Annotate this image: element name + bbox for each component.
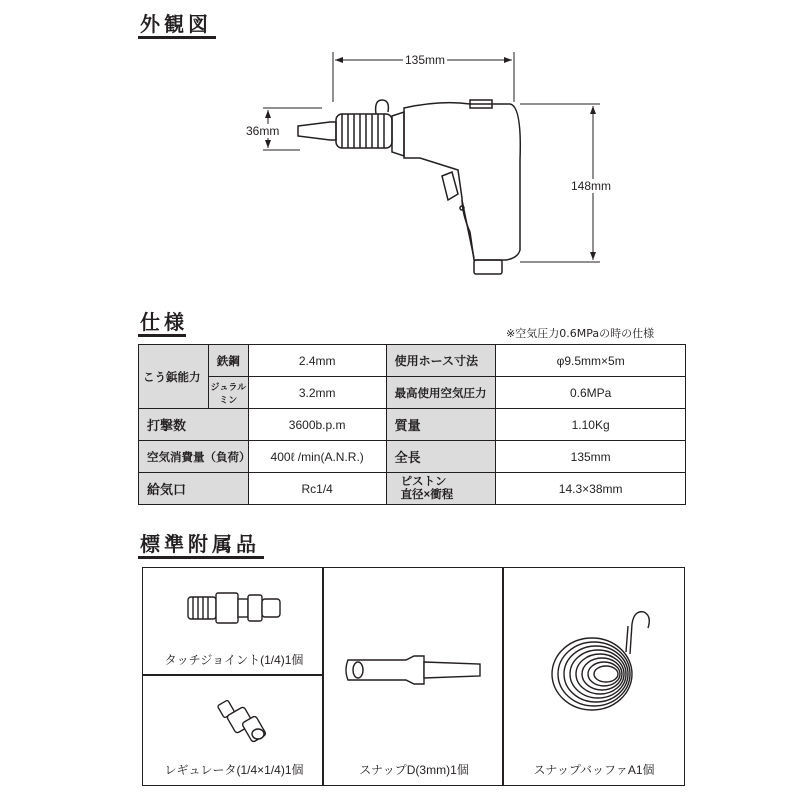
dimension-height: 148mm xyxy=(571,179,612,193)
mass-value: 1.10Kg xyxy=(496,409,686,441)
mass-label: 質量 xyxy=(386,409,496,441)
air-consumption-value: 400ℓ /min(A.N.R.) xyxy=(248,441,386,473)
regulator-label: レギュレータ(1/4×1/4)1個 xyxy=(164,763,304,777)
hose-label: 使用ホース寸法 xyxy=(386,345,496,377)
air-inlet-value: Rc1/4 xyxy=(248,473,386,505)
piston-label-line1: ピストン xyxy=(400,475,447,488)
table-row xyxy=(139,377,686,409)
duralumin-value: 3.2mm xyxy=(248,377,386,409)
blows-label: 打撃数 xyxy=(139,409,249,441)
touch-joint-label: タッチジョイント(1/4)1個 xyxy=(164,653,304,667)
accessories-title-underline xyxy=(138,556,264,559)
total-length-value: 135mm xyxy=(496,441,686,473)
duralumin-label: ジュラルミン xyxy=(208,377,248,409)
accessories-title: 標準附属品 xyxy=(140,532,260,556)
piston-value: 14.3×38mm xyxy=(496,473,686,505)
snap-icon xyxy=(344,650,484,690)
table-row xyxy=(139,441,686,473)
touch-joint-icon xyxy=(186,585,286,629)
snap-label: スナップD(3mm)1個 xyxy=(359,763,469,777)
spec-title: 仕様 xyxy=(140,310,188,334)
dimension-length: 135mm xyxy=(405,53,446,67)
max-pressure-label: 最高使用空気圧力 xyxy=(386,377,496,409)
blows-value: 3600b.p.m xyxy=(248,409,386,441)
total-length-label: 全長 xyxy=(386,441,496,473)
air-consumption-label: 空気消費量（負荷） xyxy=(139,441,249,473)
exterior-title: 外観図 xyxy=(140,12,212,36)
snap-buffer-label: スナップバッファA1個 xyxy=(533,763,655,777)
air-inlet-label: 給気口 xyxy=(139,473,249,505)
regulator-icon xyxy=(212,692,272,752)
steel-label: 鉄鋼 xyxy=(208,345,248,377)
steel-value: 2.4mm xyxy=(248,345,386,377)
dimension-nose: 36mm xyxy=(246,124,280,138)
riveting-hammer-drawing xyxy=(0,0,800,300)
spec-note: ※空気圧力0.6MPaの時の仕様 xyxy=(506,327,655,340)
spec-table xyxy=(138,344,686,505)
spec-title-underline xyxy=(138,334,186,337)
snap-buffer-icon xyxy=(544,604,654,714)
table-row xyxy=(139,473,686,505)
piston-label xyxy=(386,473,496,505)
table-row xyxy=(139,345,686,377)
rivet-capacity-label: こう鋲能力 xyxy=(139,345,209,409)
table-row xyxy=(139,409,686,441)
piston-label-line2: 直径×衝程 xyxy=(400,488,454,501)
hose-value: φ9.5mm×5m xyxy=(496,345,686,377)
max-pressure-value: 0.6MPa xyxy=(496,377,686,409)
